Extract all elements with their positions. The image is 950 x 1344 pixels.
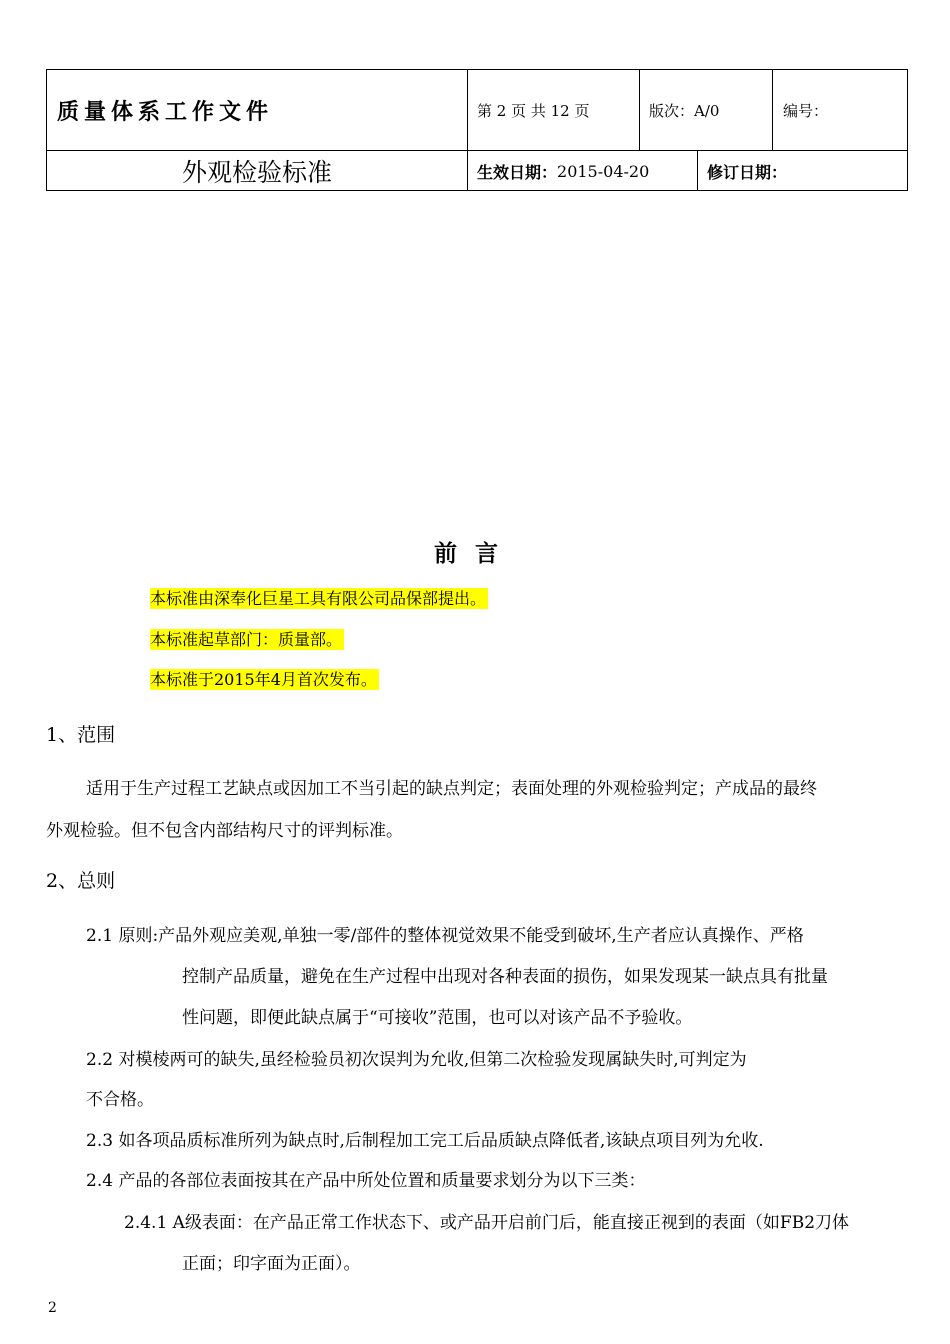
- highlighted-text: 本标准于2015年4月首次发布。: [150, 670, 377, 689]
- effective-date-value: 2015-04-20: [557, 161, 650, 181]
- standard-title: 外观检验标准: [181, 158, 332, 187]
- clause-2-4-1-line-1: 2.4.1 A级表面：在产品正常工作状态下、或产品开启前门后，能直接正视到的表面（如FB2刀体: [124, 1213, 850, 1233]
- scope-text-line-1: 适用于生产过程工艺缺点或因加工不当引起的缺点判定；表面处理的外观检验判定；产成品的最终: [86, 779, 817, 799]
- page-info: 第 2 页 共 12 页: [477, 101, 590, 120]
- preface-line-2: [150, 627, 344, 650]
- clause-2-3: 2.3 如各项品质标准所列为缺点时,后制程加工完工后品质缺点降低者,该缺点项目列为允收.: [86, 1131, 764, 1151]
- header-col-divider: [697, 150, 698, 190]
- header-col-divider: [639, 70, 640, 150]
- header-col-divider: [467, 70, 468, 190]
- preface-line-3: [150, 667, 379, 690]
- clause-2-1-line-3: 性问题，即便此缺点属于“可接收”范围，也可以对该产品不予验收。: [182, 1008, 693, 1028]
- clause-2-1-line-1: 2.1 原则:产品外观应美观,单独一零/部件的整体视觉效果不能受到破坏,生产者应认真操作、严格: [86, 926, 804, 946]
- clause-2-2-line-2: 不合格。: [86, 1090, 154, 1110]
- clause-2-2-line-1: 2.2 对模棱两可的缺失,虽经检验员初次误判为允收,但第二次检验发现属缺失时,可判定为: [86, 1050, 747, 1070]
- effective-date-label: 生效日期：: [477, 162, 558, 182]
- clause-2-4: 2.4 产品的各部位表面按其在产品中所处位置和质量要求划分为以下三类：: [86, 1171, 646, 1191]
- effective-date-field: [477, 151, 649, 191]
- number-label: 编号：: [783, 101, 829, 120]
- section-2-title: 2、总则: [46, 870, 116, 892]
- revision-date-label: 修订日期：: [707, 162, 788, 182]
- version-label: 版次：A/0: [649, 101, 720, 120]
- highlighted-text: 本标准起草部门：质量部。: [150, 630, 343, 649]
- section-1-title: 1、范围: [46, 724, 116, 746]
- document-header-table: [46, 69, 908, 191]
- preface-title: 前言: [434, 541, 516, 567]
- header-col-divider: [772, 70, 773, 150]
- doc-type-label: 质量体系工作文件: [57, 99, 274, 125]
- clause-2-4-1-line-2: 正面；印字面为正面）。: [182, 1254, 361, 1274]
- scope-text-line-2: 外观检验。但不包含内部结构尺寸的评判标准。: [46, 821, 403, 841]
- clause-2-1-line-2: 控制产品质量，避免在生产过程中出现对各种表面的损伤，如果发现某一缺点具有批量: [182, 967, 828, 987]
- page-number: 2: [48, 1300, 57, 1316]
- preface-line-1: [150, 586, 488, 609]
- highlighted-text: 本标准由深奉化巨星工具有限公司品保部提出。: [150, 589, 487, 608]
